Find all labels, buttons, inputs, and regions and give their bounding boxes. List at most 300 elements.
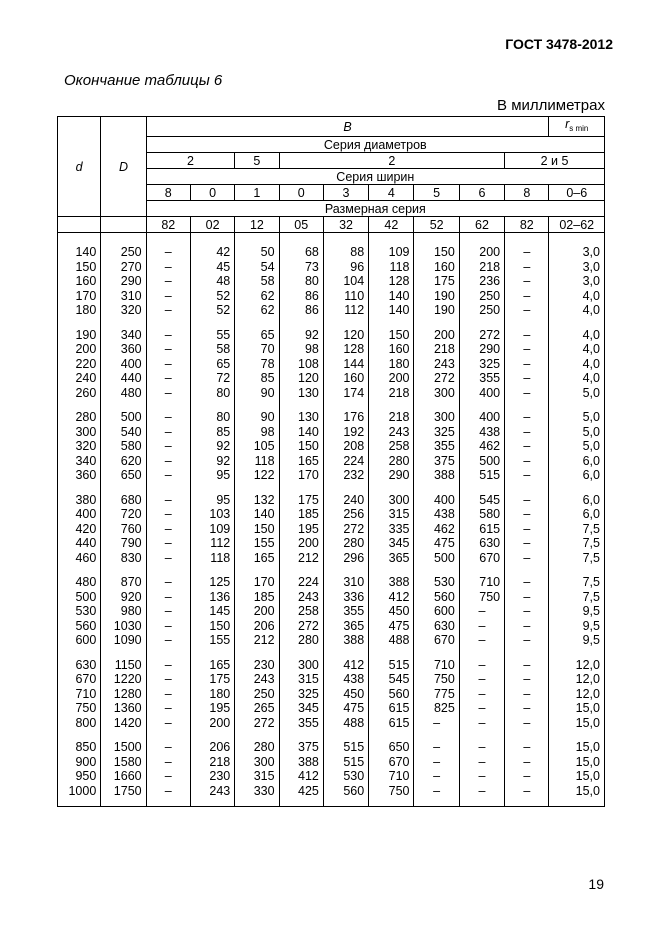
table-row [58,400,605,425]
table-cell: 3,0 [549,245,605,260]
table-cell: 400 [414,483,459,508]
table-cell: 540 [101,425,146,440]
table-cell: – [146,769,190,784]
table-cell: 515 [369,648,414,673]
table-cell: 120 [323,318,368,343]
table-cell: 4,0 [549,318,605,343]
table-cell: 250 [235,687,279,702]
table-cell: 7,5 [549,590,605,605]
table-cell: 180 [190,687,234,702]
table-cell: 190 [414,289,459,304]
table-cell: 320 [58,439,101,454]
spacer-cell [58,233,101,246]
table-cell: 450 [369,604,414,619]
header-B: B [146,117,549,137]
diameter-series-cell: 2 и 5 [505,153,605,169]
table-cell: 175 [414,274,459,289]
table-cell: 165 [235,551,279,566]
table-cell: 270 [101,260,146,275]
table-cell: 4,0 [549,289,605,304]
table-cell: – [146,454,190,469]
table-cell: 380 [58,483,101,508]
table-cell: 130 [279,386,323,401]
table-row [58,507,605,522]
table-cell: 515 [459,468,504,483]
table-cell: 9,5 [549,604,605,619]
table-cell: – [505,507,549,522]
table-cell: – [505,522,549,537]
table-cell: 65 [235,318,279,343]
table-row [58,672,605,687]
table-cell: 240 [323,483,368,508]
table-cell: 256 [323,507,368,522]
width-series-cell: 4 [369,185,414,201]
table-cell: 105 [235,439,279,454]
table-cell: 515 [323,755,368,770]
table-cell: 85 [190,425,234,440]
table-cell: 200 [235,604,279,619]
table-cell: 200 [369,371,414,386]
table-cell: 412 [369,590,414,605]
size-series-cell: 02–62 [549,217,605,233]
table-cell: 300 [235,755,279,770]
header-d: d [58,117,101,217]
table-row [58,730,605,755]
table-cell: 86 [279,303,323,318]
table-cell: 620 [101,454,146,469]
table-cell: – [146,342,190,357]
table-cell: 73 [279,260,323,275]
table-cell: 412 [323,648,368,673]
table-cell: – [146,551,190,566]
table-cell: 388 [369,565,414,590]
table-cell: 355 [414,439,459,454]
table-cell: – [459,633,504,648]
table-cell: 500 [414,551,459,566]
table-cell: – [505,769,549,784]
table-cell: 345 [369,536,414,551]
header-D: D [101,117,146,217]
table-cell: 560 [369,687,414,702]
table-cell: 200 [279,536,323,551]
table-row [58,260,605,275]
table-cell: 1030 [101,619,146,634]
table-cell: 258 [279,604,323,619]
table-cell: 212 [279,551,323,566]
table-cell: 175 [279,483,323,508]
table-cell: 296 [323,551,368,566]
table-cell: 388 [414,468,459,483]
table-cell: 112 [323,303,368,318]
table-cell: 335 [369,522,414,537]
table-cell: 243 [190,784,234,807]
table-cell: 1150 [101,648,146,673]
table-row [58,701,605,716]
table-cell: 750 [459,590,504,605]
table-cell: 6,0 [549,483,605,508]
table-cell: 140 [235,507,279,522]
table-row [58,590,605,605]
table-cell: 272 [279,619,323,634]
table-cell: – [146,274,190,289]
table-cell: 388 [279,755,323,770]
table-cell: 1660 [101,769,146,784]
table-cell: 80 [190,386,234,401]
table-cell: 150 [190,619,234,634]
table-cell: – [146,507,190,522]
table-cell: 315 [235,769,279,784]
table-cell: 160 [323,371,368,386]
table-cell: 360 [101,342,146,357]
table-cell: – [505,701,549,716]
table-cell: 96 [323,260,368,275]
table-cell: 1750 [101,784,146,807]
table-row [58,755,605,770]
table-row [58,716,605,731]
table-cell: 440 [58,536,101,551]
table-cell: – [505,604,549,619]
table-cell: 750 [414,672,459,687]
table-cell: – [505,357,549,372]
table-cell: 1280 [101,687,146,702]
table-cell: 272 [235,716,279,731]
size-series-cell: 82 [505,217,549,233]
table-cell: 400 [459,386,504,401]
table-cell: – [505,716,549,731]
table-cell: 260 [58,386,101,401]
table-cell: 5,0 [549,386,605,401]
table-cell: 750 [58,701,101,716]
size-series-cell: 62 [459,217,504,233]
table-cell: – [146,245,190,260]
table-cell: 195 [279,522,323,537]
table-cell: 530 [414,565,459,590]
table-cell: – [505,454,549,469]
table-row [58,565,605,590]
table-cell: 325 [459,357,504,372]
table-cell: – [146,289,190,304]
table-cell: – [459,619,504,634]
table-row [58,687,605,702]
table-row [58,468,605,483]
table-cell: – [146,357,190,372]
table-cell: – [146,371,190,386]
table-cell: 108 [279,357,323,372]
table-cell: 58 [235,274,279,289]
table-cell: 530 [323,769,368,784]
table-cell: 206 [235,619,279,634]
table-cell: 104 [323,274,368,289]
table-cell: – [459,701,504,716]
table-cell: 15,0 [549,755,605,770]
table-cell: 160 [414,260,459,275]
table-cell: – [505,371,549,386]
table-cell: 236 [459,274,504,289]
table-cell: 9,5 [549,633,605,648]
table-cell: 630 [459,536,504,551]
table-cell: 1090 [101,633,146,648]
table-cell: 150 [369,318,414,343]
table-cell: 140 [279,425,323,440]
table-cell: 12,0 [549,672,605,687]
table-cell: 98 [279,342,323,357]
table-cell: 9,5 [549,619,605,634]
table-cell: 315 [369,507,414,522]
table-cell: 438 [323,672,368,687]
standard-number: ГОСТ 3478-2012 [505,36,613,52]
table-cell: 775 [414,687,459,702]
table-cell: 545 [459,483,504,508]
table-cell: 680 [101,483,146,508]
table-cell: – [505,386,549,401]
table-cell: 230 [235,648,279,673]
table-row [58,371,605,386]
table-cell: 375 [279,730,323,755]
table-cell: 120 [279,371,323,386]
table-cell: 4,0 [549,371,605,386]
table-cell: 42 [190,245,234,260]
width-series-cell: 3 [323,185,368,201]
table-cell: 500 [459,454,504,469]
table-cell: 200 [459,245,504,260]
table-cell: 388 [323,633,368,648]
table-cell: 650 [369,730,414,755]
table-cell: 500 [58,590,101,605]
table-cell: 950 [58,769,101,784]
table-cell: 920 [101,590,146,605]
table-cell: – [505,755,549,770]
table-cell: 174 [323,386,368,401]
table-cell: 65 [190,357,234,372]
table-cell: 7,5 [549,522,605,537]
table-cell: 5,0 [549,439,605,454]
table-cell: 280 [58,400,101,425]
table-cell: 218 [190,755,234,770]
table-cell: 109 [190,522,234,537]
table-cell: 212 [235,633,279,648]
table-cell: 4,0 [549,357,605,372]
table-cell: 68 [279,245,323,260]
table-cell: 128 [323,342,368,357]
table-cell: 48 [190,274,234,289]
table-cell: 272 [414,371,459,386]
table-cell: 300 [369,483,414,508]
table-cell: 460 [58,551,101,566]
width-series-cell: 6 [459,185,504,201]
table-cell: 480 [58,565,101,590]
table-cell: – [146,522,190,537]
table-cell: 710 [459,565,504,590]
table-cell: 830 [101,551,146,566]
table-cell: 280 [323,536,368,551]
width-series-cell: 1 [235,185,279,201]
table-cell: 232 [323,468,368,483]
table-cell: 280 [235,730,279,755]
table-cell: 710 [58,687,101,702]
table-cell: – [146,303,190,318]
table-cell: 12,0 [549,687,605,702]
table-cell: – [414,769,459,784]
table-cell: 420 [58,522,101,537]
table-cell: – [146,619,190,634]
spacer-cell [369,233,414,246]
table-cell: 136 [190,590,234,605]
table-cell: 6,0 [549,454,605,469]
table-cell: 54 [235,260,279,275]
table-cell: – [146,386,190,401]
table-cell: 710 [369,769,414,784]
width-series-cell: 0–6 [549,185,605,201]
header-d-continuation [58,217,101,233]
table-cell: 630 [58,648,101,673]
diameter-series-cell: 5 [235,153,279,169]
table-cell: 360 [58,468,101,483]
table-cell: 330 [235,784,279,807]
table-cell: – [459,672,504,687]
table-cell: 720 [101,507,146,522]
header-r [549,117,605,137]
spacer-cell [505,233,549,246]
table-cell: 195 [190,701,234,716]
spacer-cell [549,233,605,246]
table-cell: 150 [58,260,101,275]
table-cell: 325 [279,687,323,702]
table-cell: 670 [369,755,414,770]
table-cell: 110 [323,289,368,304]
table-cell: – [459,784,504,807]
table-cell: 600 [414,604,459,619]
table-cell: 92 [190,454,234,469]
width-series-label: Серия ширин [146,169,604,185]
table-cell: – [414,716,459,731]
table-cell: – [146,439,190,454]
table-cell: 12,0 [549,648,605,673]
table-cell: 615 [369,716,414,731]
table-cell: 310 [323,565,368,590]
table-cell: 140 [58,245,101,260]
table-row [58,483,605,508]
table-cell: 15,0 [549,769,605,784]
table-cell: 615 [459,522,504,537]
table-cell: 218 [369,400,414,425]
table-cell: 600 [58,633,101,648]
table-cell: 1420 [101,716,146,731]
table-cell: 185 [235,590,279,605]
table-cell: – [459,716,504,731]
size-series-cell: 42 [369,217,414,233]
table-cell: 480 [101,386,146,401]
spacer-cell [279,233,323,246]
table-cell: 450 [323,687,368,702]
table-cell: 86 [279,289,323,304]
table-cell: 475 [323,701,368,716]
table-cell: 320 [101,303,146,318]
table-cell: 128 [369,274,414,289]
table-cell: 170 [279,468,323,483]
table-cell: – [459,648,504,673]
table-cell: 132 [235,483,279,508]
table-cell: – [146,730,190,755]
table-cell: 4,0 [549,342,605,357]
table-cell: 175 [190,672,234,687]
table-cell: 560 [414,590,459,605]
table-cell: 224 [323,454,368,469]
table-cell: 165 [190,648,234,673]
table-cell: – [146,536,190,551]
table-cell: 650 [101,468,146,483]
table-cell: – [505,318,549,343]
table-cell: – [146,400,190,425]
width-series-cell: 5 [414,185,459,201]
table-cell: 200 [58,342,101,357]
dimensions-table [57,116,605,807]
table-cell: 530 [58,604,101,619]
table-cell: 165 [279,454,323,469]
table-row [58,522,605,537]
table-cell: 250 [459,303,504,318]
table-cell: 243 [235,672,279,687]
table-row [58,769,605,784]
table-cell: 750 [369,784,414,807]
table-cell: – [505,274,549,289]
table-cell: 1500 [101,730,146,755]
table-cell: – [505,551,549,566]
table-cell: 208 [323,439,368,454]
table-cell: 150 [279,439,323,454]
table-cell: 185 [279,507,323,522]
table-cell: – [505,342,549,357]
table-cell: 109 [369,245,414,260]
table-cell: 7,5 [549,551,605,566]
table-cell: 290 [369,468,414,483]
table-cell: 560 [323,784,368,807]
page-number: 19 [588,876,604,892]
table-cell: 670 [414,633,459,648]
units-label: В миллиметрах [497,97,605,114]
table-cell: 790 [101,536,146,551]
table-cell: 95 [190,483,234,508]
table-row [58,386,605,401]
table-row [58,536,605,551]
table-cell: 7,5 [549,536,605,551]
table-cell: – [146,468,190,483]
width-series-cell: 8 [505,185,549,201]
table-cell: – [505,784,549,807]
table-row [58,342,605,357]
table-cell: 300 [414,400,459,425]
table-cell: 272 [323,522,368,537]
table-cell: 140 [369,303,414,318]
table-cell: – [414,730,459,755]
table-cell: 1000 [58,784,101,807]
table-cell: 150 [414,245,459,260]
table-cell: 300 [414,386,459,401]
table-cell: – [459,687,504,702]
table-cell: 340 [101,318,146,343]
table-cell: 15,0 [549,784,605,807]
spacer-cell [323,233,368,246]
size-series-cell: 05 [279,217,323,233]
table-row [58,289,605,304]
table-cell: 3,0 [549,260,605,275]
table-spacer-row [58,233,605,246]
table-cell: – [146,260,190,275]
table-cell: 218 [414,342,459,357]
table-cell: 118 [190,551,234,566]
table-cell: 72 [190,371,234,386]
table-cell: 130 [279,400,323,425]
table-cell: 630 [414,619,459,634]
